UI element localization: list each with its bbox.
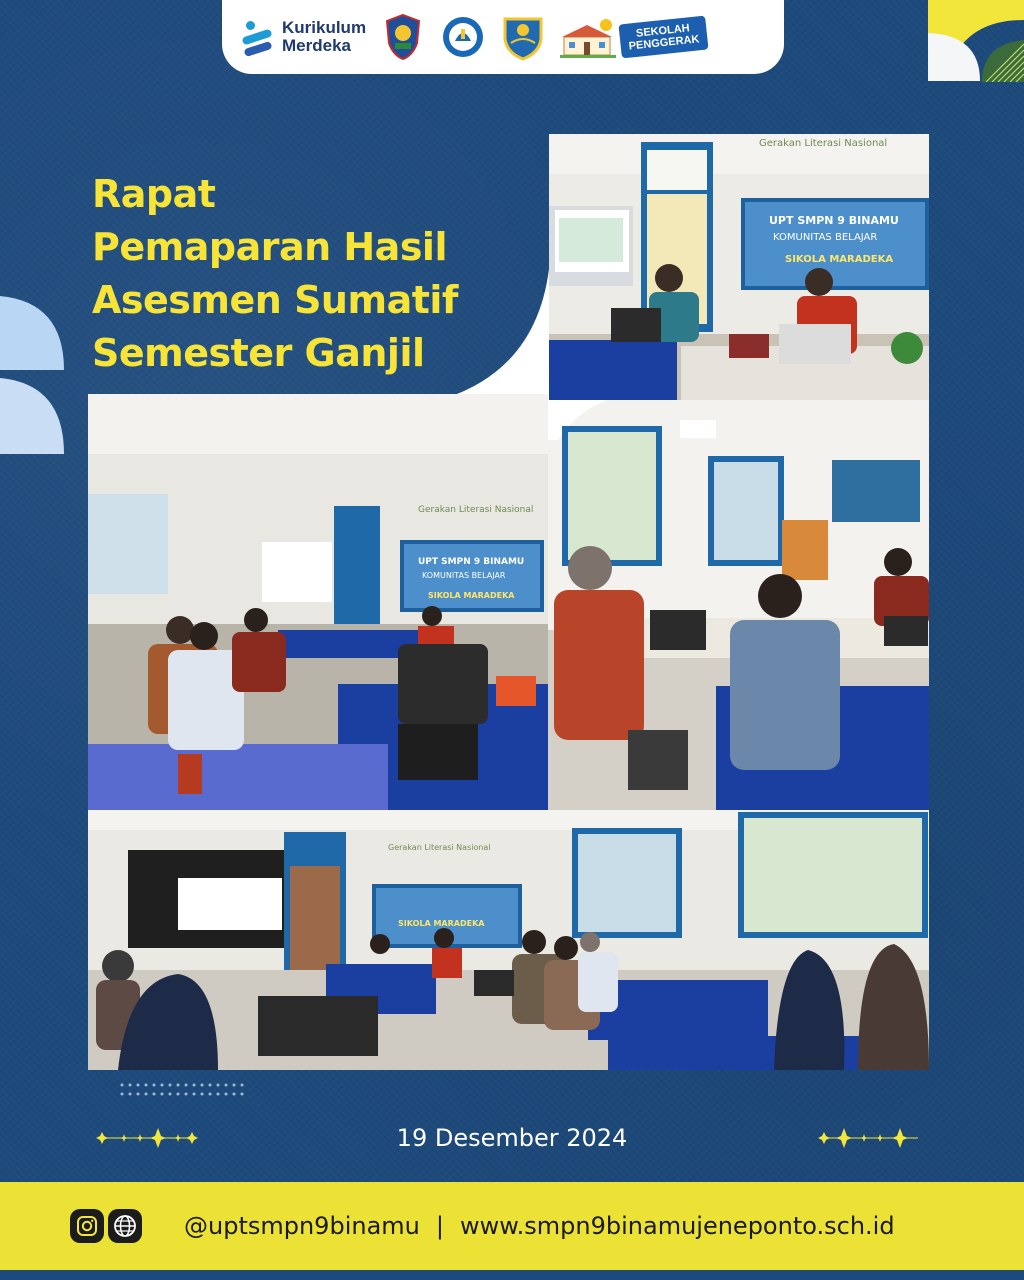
banner-text-2: KOMUNITAS BELAJAR <box>422 571 506 580</box>
photo-meeting-front-desk <box>549 134 929 400</box>
footer-separator: | <box>435 1212 444 1240</box>
kurikulum-merdeka-icon <box>240 17 276 57</box>
title-line-3: Asesmen Sumatif <box>92 278 458 322</box>
instagram-handle[interactable]: @uptsmpn9binamu <box>184 1212 420 1240</box>
title-line-1: Rapat <box>92 172 216 216</box>
banner-text-3: SIKOLA MARADEKA <box>398 919 485 928</box>
logo-bar <box>222 0 784 74</box>
title-line-4: Semester Ganjil <box>92 331 425 375</box>
regency-emblem-icon <box>380 12 426 62</box>
photo-participants-laptops <box>548 400 929 810</box>
wall-text: Gerakan Literasi Nasional <box>418 505 534 515</box>
kurikulum-label: Kurikulum <box>282 18 367 37</box>
website-link[interactable]: www.smpn9binamujeneponto.sch.id <box>459 1212 895 1240</box>
banner-text-1: UPT SMPN 9 BINAMU <box>769 214 899 227</box>
banner-text-2: KOMUNITAS BELAJAR <box>773 232 878 243</box>
wall-text: Gerakan Literasi Nasional <box>759 138 888 149</box>
wall-text: Gerakan Literasi Nasional <box>388 843 491 852</box>
sekolah-penggerak-logo <box>560 15 707 59</box>
sparkle-icon <box>814 1122 924 1154</box>
footer-contacts <box>184 1208 895 1244</box>
province-emblem-icon <box>500 12 546 62</box>
photo-meeting-room-overview <box>88 810 929 1070</box>
footer-bottom-strip <box>0 1270 1024 1280</box>
tut-wuri-handayani-icon <box>440 12 486 62</box>
date-row <box>0 1118 1024 1158</box>
banner-text-3: SIKOLA MARADEKA <box>785 254 894 265</box>
footer-band <box>0 1182 1024 1270</box>
event-date: 19 Desember 2024 <box>396 1124 628 1152</box>
photo-meeting-room-wide <box>88 394 548 810</box>
corner-decoration <box>928 0 1024 82</box>
globe-icon[interactable] <box>108 1209 142 1243</box>
banner-text-1: UPT SMPN 9 BINAMU <box>418 557 525 567</box>
dotted-decoration <box>120 1082 260 1098</box>
banner-text-3: SIKOLA MARADEKA <box>428 591 515 600</box>
instagram-icon[interactable] <box>70 1209 104 1243</box>
sekolah-penggerak-label: SEKOLAH PENGGERAK <box>619 16 709 59</box>
title-line-2: Pemaparan Hasil <box>92 225 447 269</box>
left-decoration <box>0 296 64 456</box>
merdeka-label: Merdeka <box>282 36 351 55</box>
kurikulum-merdeka-logo <box>240 17 366 57</box>
school-building-icon <box>560 15 616 59</box>
